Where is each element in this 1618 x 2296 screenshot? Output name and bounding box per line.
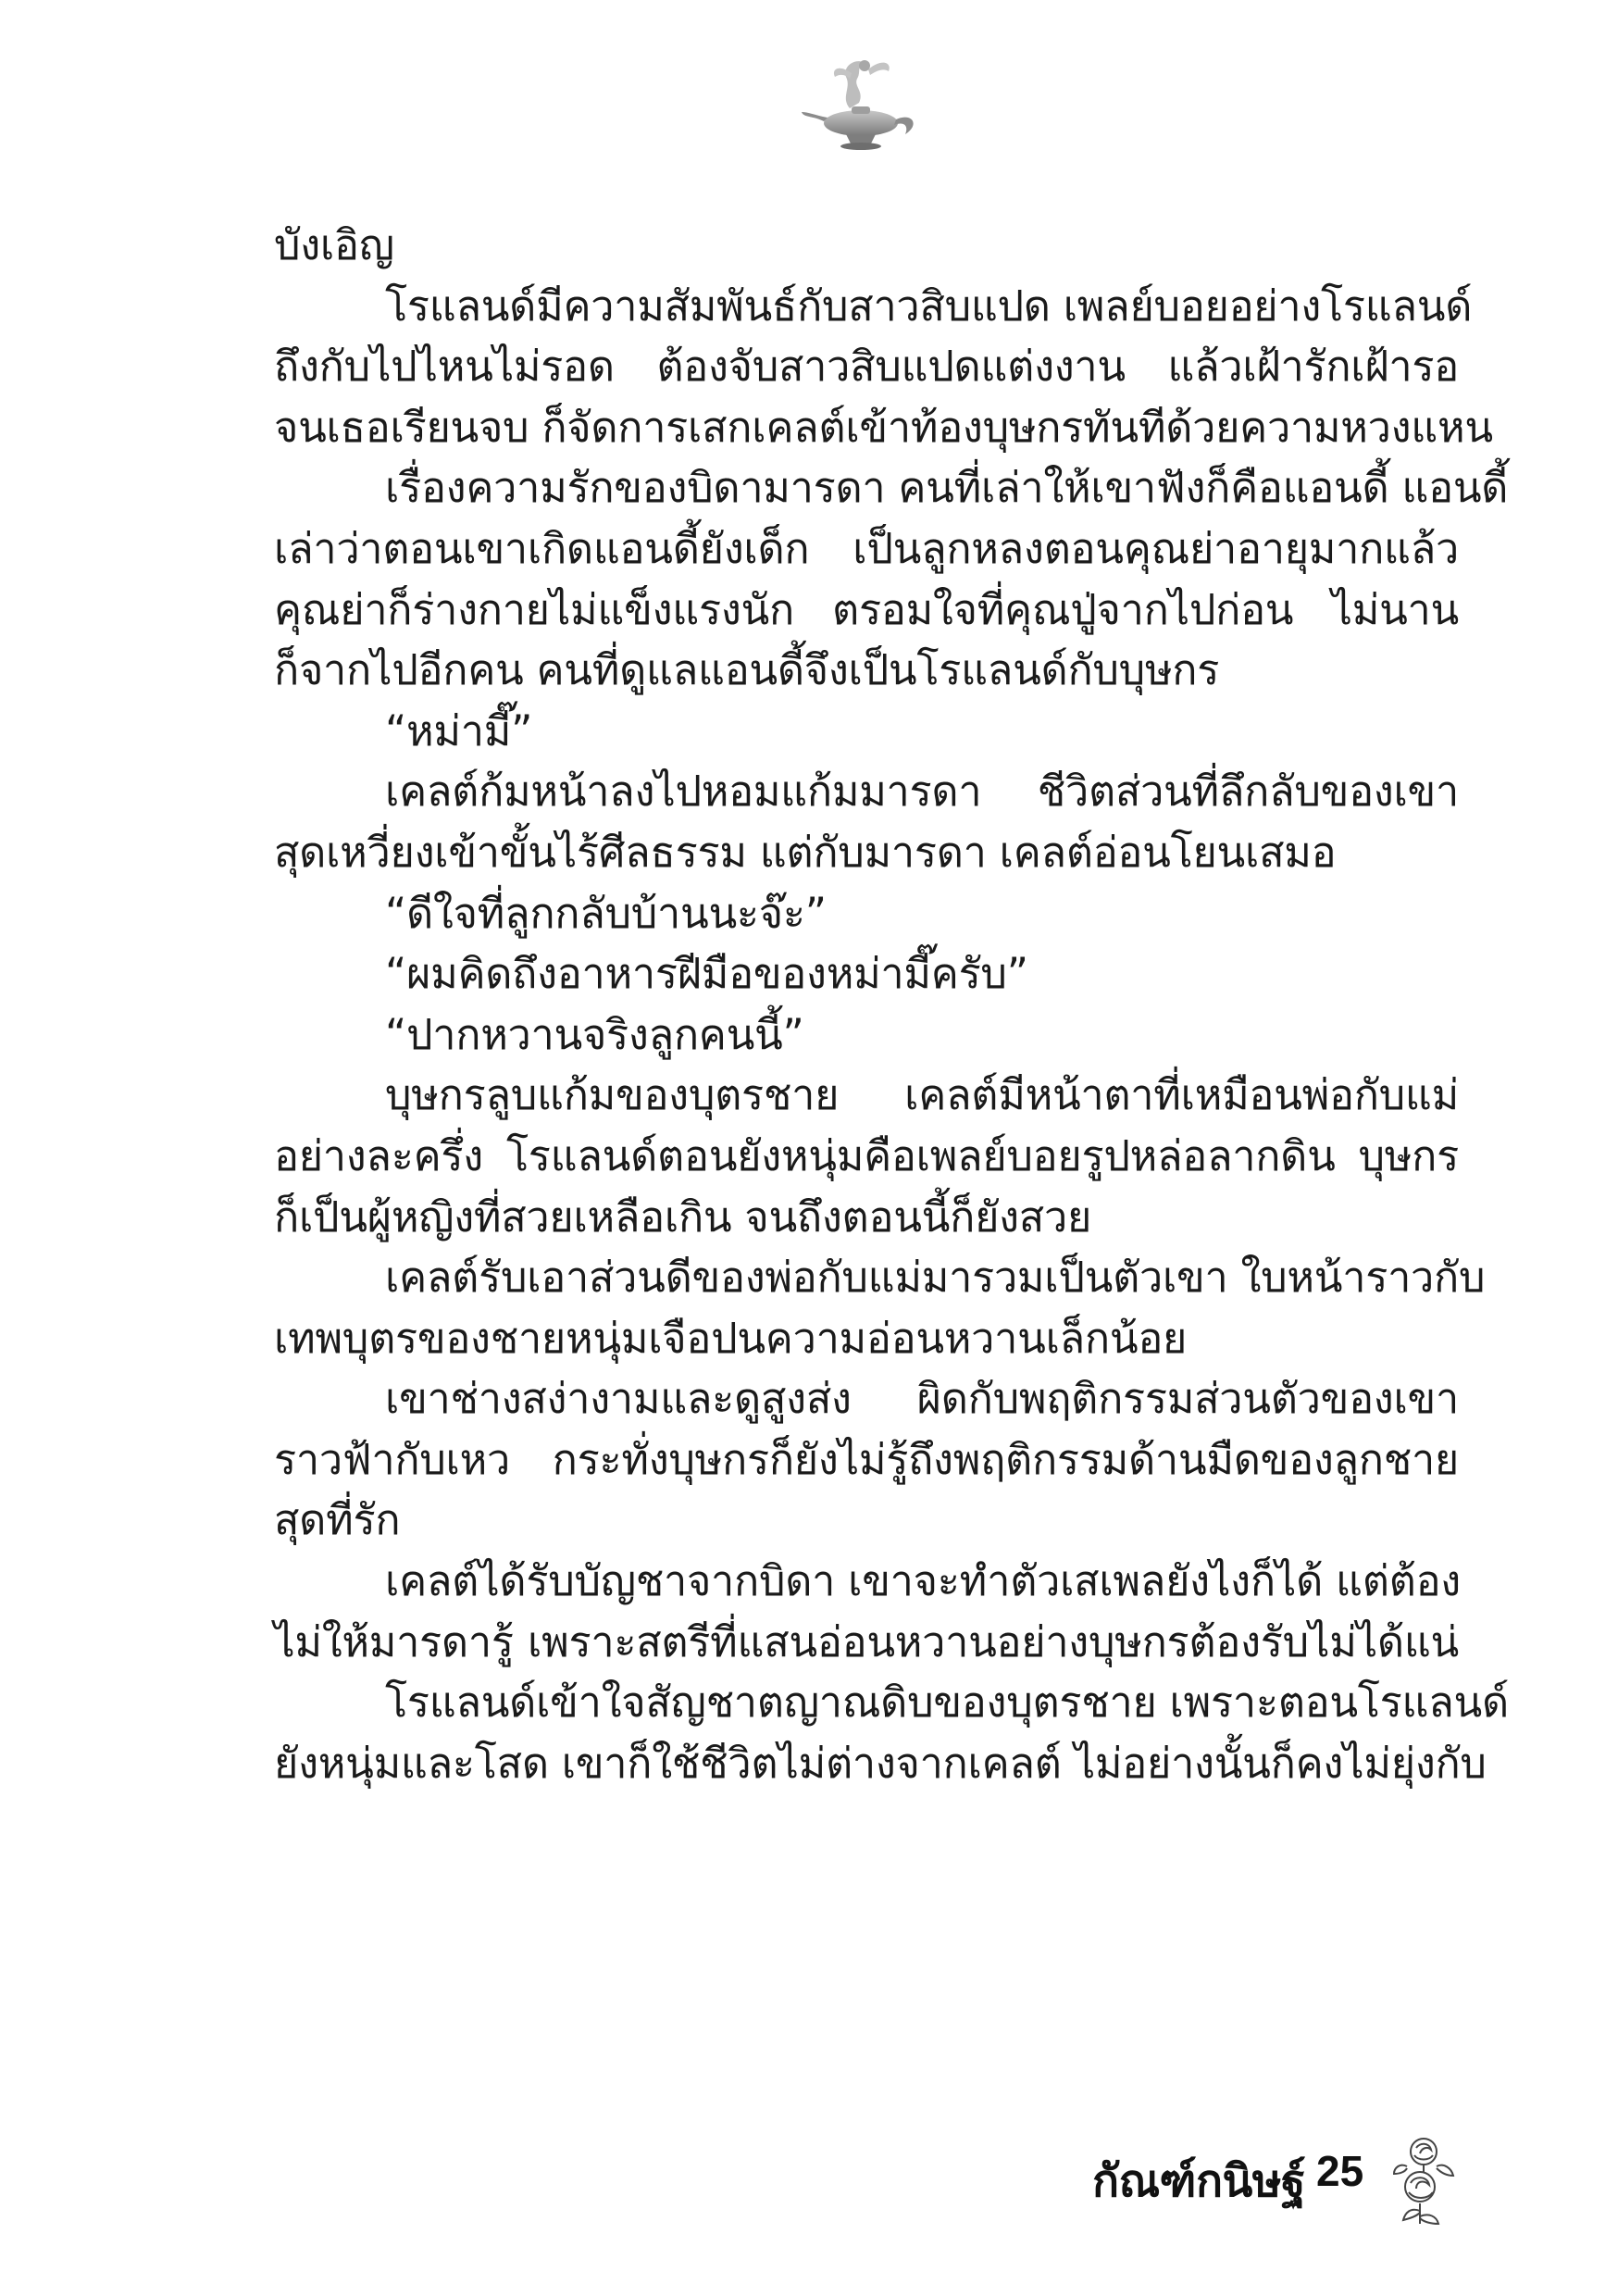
magic-lamp-ornament-icon xyxy=(796,51,926,153)
text-line: เขาช่างสง่างามและดูสูงส่ง ผิดกับพฤติกรรมส่วนตัวของเขา xyxy=(385,1374,1459,1424)
page-footer xyxy=(1092,2120,1462,2231)
text-line: ราวฟ้ากับเหว กระทั่งบุษกรก็ยังไม่รู้ถึงพฤติกรรมด้านมืดของลูกชาย xyxy=(274,1434,1459,1484)
text-line: เรื่องความรักของบิดามารดา คนที่เล่าให้เขาฟังก็คือแอนดี้ แอนดี้ xyxy=(385,463,1509,513)
text-line: จนเธอเรียนจบ ก็จัดการเสกเคลต์เข้าท้องบุษกรทันทีด้วยความหวงแหน xyxy=(274,402,1493,452)
text-line: สุดที่รัก xyxy=(274,1495,401,1545)
author-name: กัณฑ์กนิษฐ์ xyxy=(1092,2155,1305,2207)
text-line: เคลต์ได้รับบัญชาจากบิดา เขาจะทำตัวเสเพลยังไงก็ได้ แต่ต้อง xyxy=(385,1556,1461,1606)
text-line: เคลต์รับเอาส่วนดีของพ่อกับแม่มารวมเป็นตัวเขา ใบหน้าราวกับ xyxy=(385,1253,1486,1303)
text-line: เคลต์ก้มหน้าลงไปหอมแก้มมารดา ชีวิตส่วนที่ลึกลับของเขา xyxy=(385,767,1459,817)
text-line: คุณย่าก็ร่างกายไม่แข็งแรงนัก ตรอมใจที่คุณปู่จากไปก่อน ไม่นาน xyxy=(274,584,1459,634)
text-line: “ปากหวานจริงลูกคนนี้” xyxy=(385,1009,804,1059)
text-line: ยังหนุ่มและโสด เขาก็ใช้ชีวิตไม่ต่างจากเคลต์ ไม่อย่างนั้นก็คงไม่ยุ่งกับ xyxy=(274,1738,1487,1788)
text-line: สุดเหวี่ยงเข้าขั้นไร้ศีลธรรม แต่กับมารดา เคลต์อ่อนโยนเสมอ xyxy=(274,827,1337,877)
text-line: “ดีใจที่ลูกกลับบ้านนะจ๊ะ” xyxy=(385,888,827,938)
text-line: เทพบุตรของชายหนุ่มเจือปนความอ่อนหวานเล็กน้อย xyxy=(274,1313,1188,1363)
text-line: โรแลนด์เข้าใจสัญชาตญาณดิบของบุตรชาย เพราะตอนโรแลนด์ xyxy=(385,1678,1509,1728)
text-line: “ผมคิดถึงอาหารฝีมือของหม่ามี๊ครับ” xyxy=(385,949,1028,999)
text-line: ก็จากไปอีกคน คนที่ดูแลแอนดี้จึงเป็นโรแลนด์กับบุษกร xyxy=(274,645,1220,695)
rose-ornament-icon xyxy=(1387,2120,1461,2231)
text-line: ถึงกับไปไหนไม่รอด ต้องจับสาวสิบแปดแต่งงาน แล้วเฝ้ารักเฝ้ารอ xyxy=(274,342,1459,392)
text-line: อย่างละครึ่ง โรแลนด์ตอนยังหนุ่มคือเพลย์บอยรูปหล่อลากดิน บุษกร xyxy=(274,1130,1459,1180)
text-line: เล่าว่าตอนเขาเกิดแอนดี้ยังเด็ก เป็นลูกหลงตอนคุณย่าอายุมากแล้ว xyxy=(274,523,1459,573)
text-line: บังเอิญ xyxy=(274,220,394,269)
text-line: ก็เป็นผู้หญิงที่สวยเหลือเกิน จนถึงตอนนี้ก็ยังสวย xyxy=(274,1192,1092,1242)
text-line: โรแลนด์มีความสัมพันธ์กับสาวสิบแปด เพลย์บอยอย่างโรแลนด์ xyxy=(385,281,1473,331)
text-line: ไม่ให้มารดารู้ เพราะสตรีที่แสนอ่อนหวานอย่างบุษกรต้องรับไม่ได้แน่ xyxy=(274,1616,1459,1666)
text-line: บุษกรลูบแก้มของบุตรชาย เคลต์มีหน้าตาที่เหมือนพ่อกับแม่ xyxy=(385,1070,1459,1120)
page-number: 25 xyxy=(1316,2147,1364,2195)
text-line: “หม่ามี๊” xyxy=(385,705,533,755)
body-text xyxy=(274,215,1509,1793)
